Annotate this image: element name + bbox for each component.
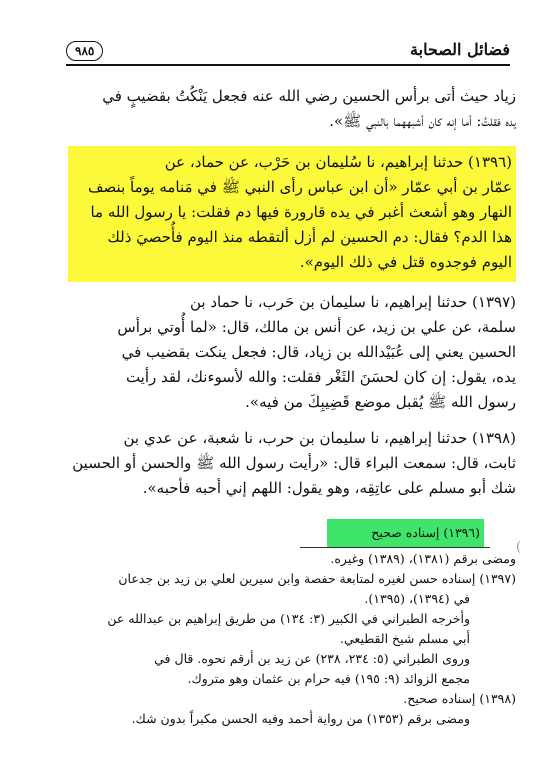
h1396-line-1: (١٣٩٦) حدثنا إبراهيم، نا سُليمان بن حَرْب، عن حماد، عن	[164, 153, 512, 171]
hadith-1396	[74, 150, 512, 275]
hadith-1398	[68, 426, 516, 501]
fn-1396-label: (١٣٩٦) إسناده صحيح	[371, 525, 480, 540]
fn-line-2: (١٣٩٧) إسناده حسن لغيره لمتابعة حفصة وابن سيرين لعلي بن زيد بن جدعان	[118, 571, 516, 586]
fn-line-3: في (١٣٩٤)، (١٣٩٥).	[364, 591, 470, 606]
footnotes-body	[68, 549, 516, 729]
running-title: فضائل الصحابة	[410, 40, 510, 59]
top-line-2: يده فقلتُ: أما إنه كان أشبههما بالنبي ﷺ».	[329, 112, 516, 130]
h1396-line-4: هذا الدم؟ فقال: دم الحسين لم أزل ألتقطه منذ اليوم فأُحصيَ ذلك	[107, 228, 512, 246]
h1398-line-2: ثابت، قال: سمعت البراء قال: «رأيت رسول الله ﷺ والحسن أو الحسين	[72, 454, 516, 472]
fn-line-4: وأخرجه الطبراني في الكبير (٣: ١٣٤) من طريق إبراهيم بن عبدالله عن	[107, 611, 470, 626]
header-rule	[66, 64, 510, 66]
hadith-1397	[68, 290, 516, 415]
fn-line-6: وروى الطبراني (٥: ٢٣٤، ٢٣٨) عن زيد بن أرقم نحوه. قال في	[154, 651, 470, 666]
h1397-line-3: الحسين يعني إلى عُبَيْدالله بن زياد، قال: فجعل ينكت بقضيب في	[121, 343, 516, 361]
footnote-1396-head	[330, 523, 480, 543]
margin-bracket: (	[516, 540, 522, 555]
fn-line-7: مجمع الزوائد (٩: ١٩٥) فيه حرام بن عثمان وهو متروك.	[187, 671, 470, 686]
fn-line-8: (١٣٩٨) إسناده صحيح.	[403, 691, 516, 706]
h1398-line-3: شك أبو مسلم على عاتِقِه، وهو يقول: اللهم إني أحبه فأحبه».	[142, 479, 516, 497]
page-header	[66, 40, 510, 64]
fn-line-9: ومضى برقم (١٣٥٣) من رواية أحمد وفيه الحسن مكبراً بدون شك.	[131, 711, 470, 726]
fn-line-1: ومضى برقم (١٣٨١)، (١٣٨٩) وغيره.	[330, 551, 516, 566]
top-paragraph	[68, 84, 516, 134]
fn-line-5: أبي مسلم شيخ القطيعي.	[340, 631, 470, 646]
h1396-line-2: عمّار بن أبي عمّار «أن ابن عباس رأى النبي ﷺ في مَنامه يوماً بنصف	[88, 178, 512, 196]
h1397-line-2: سلمة، عن علي بن زيد، عن أنس بن مالك، قال: «لما أُوتي برأس	[117, 318, 516, 336]
h1396-line-3: النهار وهو أشعث أغبر في يده قارورة فيها دم فقلت: يا رسول الله ما	[90, 203, 512, 221]
h1398-line-1: (١٣٩٨) حدثنا إبراهيم، نا سليمان بن حرب، نا شعبة، عن عدي بن	[123, 429, 516, 447]
h1397-line-1: (١٣٩٧) حدثنا إبراهيم، نا سليمان بن حَرب، نا حماد بن	[189, 293, 516, 311]
footnote-separator	[300, 547, 490, 548]
h1397-line-4: يده، يقول: إن كان لحسَنَ الثَغْر فقلت: والله لأسوءنك، لقد رأيت	[125, 368, 516, 386]
top-line-1: زياد حيث أتى برأس الحسين رضي الله عنه فجعل يَنْكُتُ بقضيبٍ في	[102, 87, 516, 105]
h1397-line-5: رسول الله ﷺ يُقبل موضع قَضِيبِكَ من فيه».	[245, 393, 516, 411]
h1396-line-5: اليوم فوجدوه قتل في ذلك اليوم».	[299, 253, 512, 271]
page-number-badge: ٩٨٥	[66, 41, 103, 61]
